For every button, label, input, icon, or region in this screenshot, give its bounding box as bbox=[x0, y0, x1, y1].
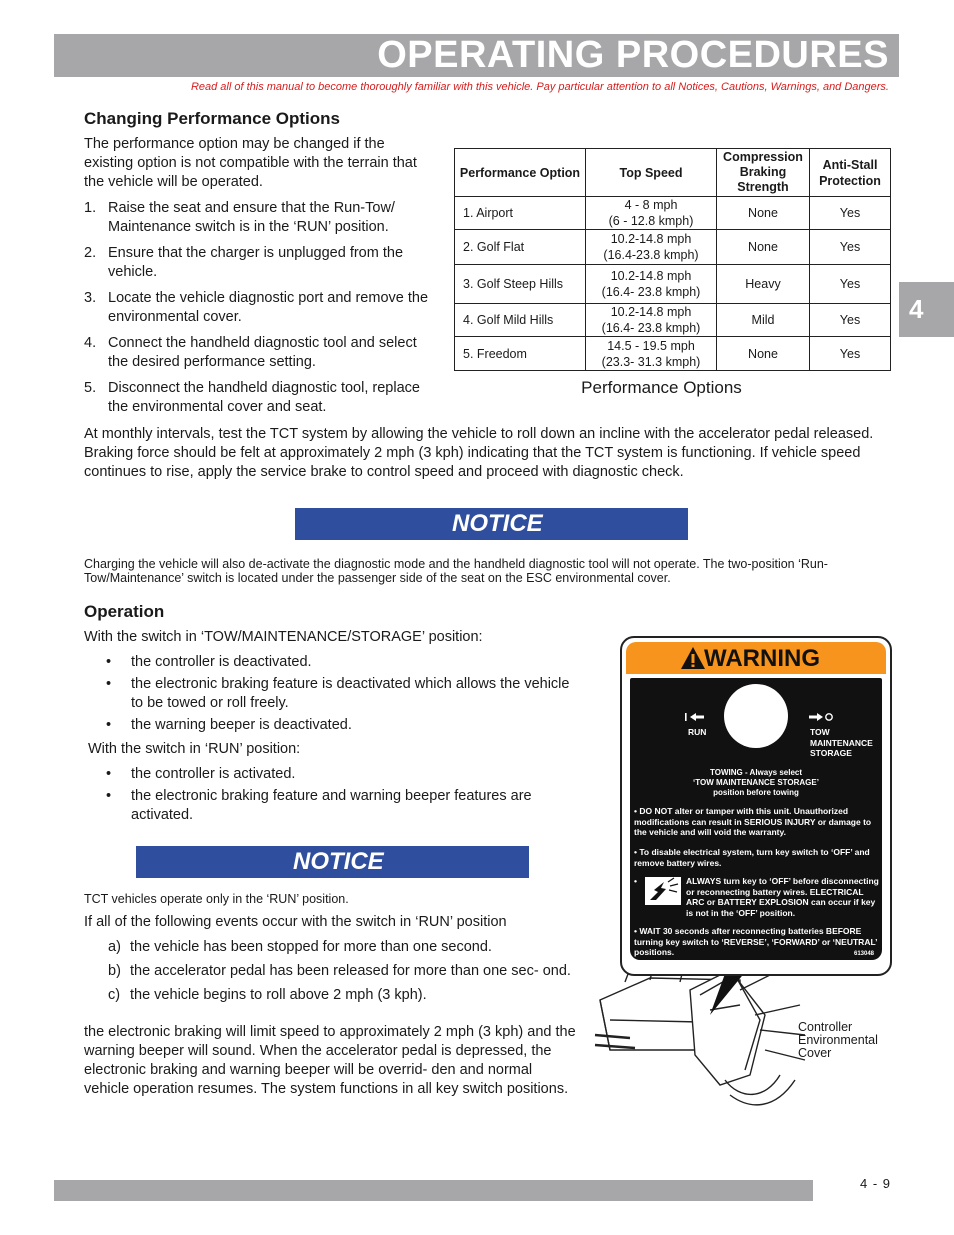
step-item: 5. Disconnect the handheld diagnostic tool, replace the environmental cover and seat. bbox=[84, 380, 420, 415]
changing-steps bbox=[84, 199, 440, 424]
operation-heading: Operation bbox=[84, 602, 165, 621]
footer-bar bbox=[54, 1180, 813, 1201]
monthly-test-paragraph: At monthly intervals, test the TCT system by allowing the vehicle to roll down an incline with the accelerator pedal released. Braking force should be felt at approximately 2 mph (3 kph) indicating that the TCT system is functioning. If vehicle speed continues to rise, apply the service brake to control speed and proceed with diagnostic check. bbox=[84, 426, 874, 480]
notice-text: Charging the vehicle will also de-activate the diagnostic mode and the handheld diagnostic tool will not operate. The two-position ‘Run-Tow/Maintenance’ switch is located under the passenger side of the seat on the ESC environmental cover. bbox=[84, 557, 828, 585]
events-list bbox=[84, 938, 574, 1010]
table-row: 4. Golf Mild Hills 10.2-14.8 mph (16.4- 23.8 kmph) Mild Yes bbox=[455, 304, 891, 337]
events-intro: If all of the following events occur with the switch in ‘RUN’ position bbox=[84, 914, 507, 930]
col-top-speed: Top Speed bbox=[586, 149, 717, 197]
warning-triangle-icon bbox=[680, 646, 706, 670]
notice-text-2: TCT vehicles operate only in the ‘RUN’ position. bbox=[84, 892, 349, 906]
list-item: • the warning beeper is deactivated. bbox=[106, 717, 352, 733]
list-item: • the controller is activated. bbox=[106, 766, 296, 782]
battery-explosion-icon bbox=[644, 876, 682, 906]
controller-illustration bbox=[590, 960, 810, 1130]
warning-label bbox=[620, 636, 892, 976]
table-row: 5. Freedom 14.5 - 19.5 mph (23.3- 31.3 kmph) None Yes bbox=[455, 337, 891, 371]
table-row: 2. Golf Flat 10.2-14.8 mph (16.4-23.8 kmph) None Yes bbox=[455, 230, 891, 265]
notice-banner: NOTICE bbox=[295, 508, 688, 540]
chapter-number: 4 bbox=[909, 294, 924, 324]
step-item: 2. Ensure that the charger is unplugged from the vehicle. bbox=[84, 245, 404, 280]
step-item: 4. Connect the handheld diagnostic tool and select the desired performance setting. bbox=[84, 335, 417, 370]
col-compression-braking: Compression Braking Strength bbox=[717, 149, 810, 197]
notice-banner-2: NOTICE bbox=[136, 846, 529, 878]
label-code: 613048 bbox=[854, 951, 875, 957]
tow-bullets bbox=[84, 653, 574, 738]
events-outro: the electronic braking will limit speed to approximately 2 mph (3 kph) and the warning beeper will sound. When the accelerator pedal is depressed, the electronic braking and warning beeper will be overrid- den and normal vehicle operation resumes. The system functions in all key switch positions. bbox=[84, 1024, 576, 1097]
col-performance-option: Performance Option bbox=[455, 149, 586, 197]
table-row: 3. Golf Steep Hills 10.2-14.8 mph (16.4- 23.8 kmph) Heavy Yes bbox=[455, 265, 891, 304]
changing-intro: The performance option may be changed if the existing option is not compatible with the terrain that the vehicle will be operated. bbox=[84, 136, 417, 190]
list-item: • the electronic braking feature and warning beeper features are activated. bbox=[106, 788, 532, 823]
run-bullets bbox=[84, 765, 574, 828]
performance-options-table bbox=[454, 148, 891, 371]
step-item: 3. Locate the vehicle diagnostic port and remove the environmental cover. bbox=[84, 290, 429, 325]
list-item: • the electronic braking feature is deactivated which allows the vehicle to be towed or roll freely. bbox=[106, 676, 570, 711]
table-row: 1. Airport 4 - 8 mph (6 - 12.8 kmph) None Yes bbox=[455, 197, 891, 230]
switch-knob bbox=[724, 684, 788, 748]
step-item: 1. Raise the seat and ensure that the Run-Tow/ Maintenance switch is in the ‘RUN’ position. bbox=[84, 200, 395, 235]
table-header-row bbox=[455, 149, 891, 197]
run-arrow-icon bbox=[684, 712, 706, 722]
table-caption: Performance Options bbox=[581, 378, 742, 397]
header-bar bbox=[54, 34, 899, 77]
read-manual-note: Read all of this manual to become thoroughly familiar with this vehicle. Pay particular attention to all Notices, Cautions, Warnings, and Dangers. bbox=[190, 81, 889, 93]
col-anti-stall: Anti-Stall Protection bbox=[810, 149, 891, 197]
tow-arrow-icon bbox=[807, 712, 833, 722]
warning-title: WARNING bbox=[704, 645, 820, 672]
page-title: OPERATING PROCEDURES bbox=[377, 34, 889, 76]
warning-header bbox=[626, 642, 886, 674]
chapter-tab bbox=[899, 282, 954, 337]
figure-label: Controller Environmental Cover bbox=[798, 1020, 878, 1060]
warning-body: RUN TOW MAINTENANCE STORAGE TOWING - Always select ‘TOW MAINTENANCE STORAGE’ position before towing • DO NOT alter or tamper with this unit. Unauthorized modifications can result in SERIOUS INJURY or damage to the vehicle and will void the warranty. • To disable electrical system, turn key switch to ‘OFF’ and remove battery wires. • ALWAYS turn key to ‘OFF’ before disconnecting or reconnecting battery wires. ELECTRICAL ARC or BATTERY EXPLOSION can occur if key is not in the ‘OFF’ position. • WAIT 30 seconds after reconnecting batteries BEFORE turning key switch to ‘REVERSE’, ‘FORWARD’ or ‘NEUTRAL’ positions. 613048 bbox=[630, 678, 882, 960]
list-item: c) the vehicle begins to roll above 2 mph (3 kph). bbox=[108, 987, 427, 1003]
list-item: a) the vehicle has been stopped for more than one second. bbox=[108, 939, 492, 955]
changing-heading: Changing Performance Options bbox=[84, 109, 340, 128]
list-item: • the controller is deactivated. bbox=[106, 654, 312, 670]
list-item: b) the accelerator pedal has been released for more than one sec- ond. bbox=[108, 963, 571, 979]
tow-intro: With the switch in ‘TOW/MAINTENANCE/STORAGE’ position: bbox=[84, 629, 483, 645]
page-number: 4 - 9 bbox=[860, 1176, 892, 1191]
run-intro: With the switch in ‘RUN’ position: bbox=[88, 741, 301, 757]
